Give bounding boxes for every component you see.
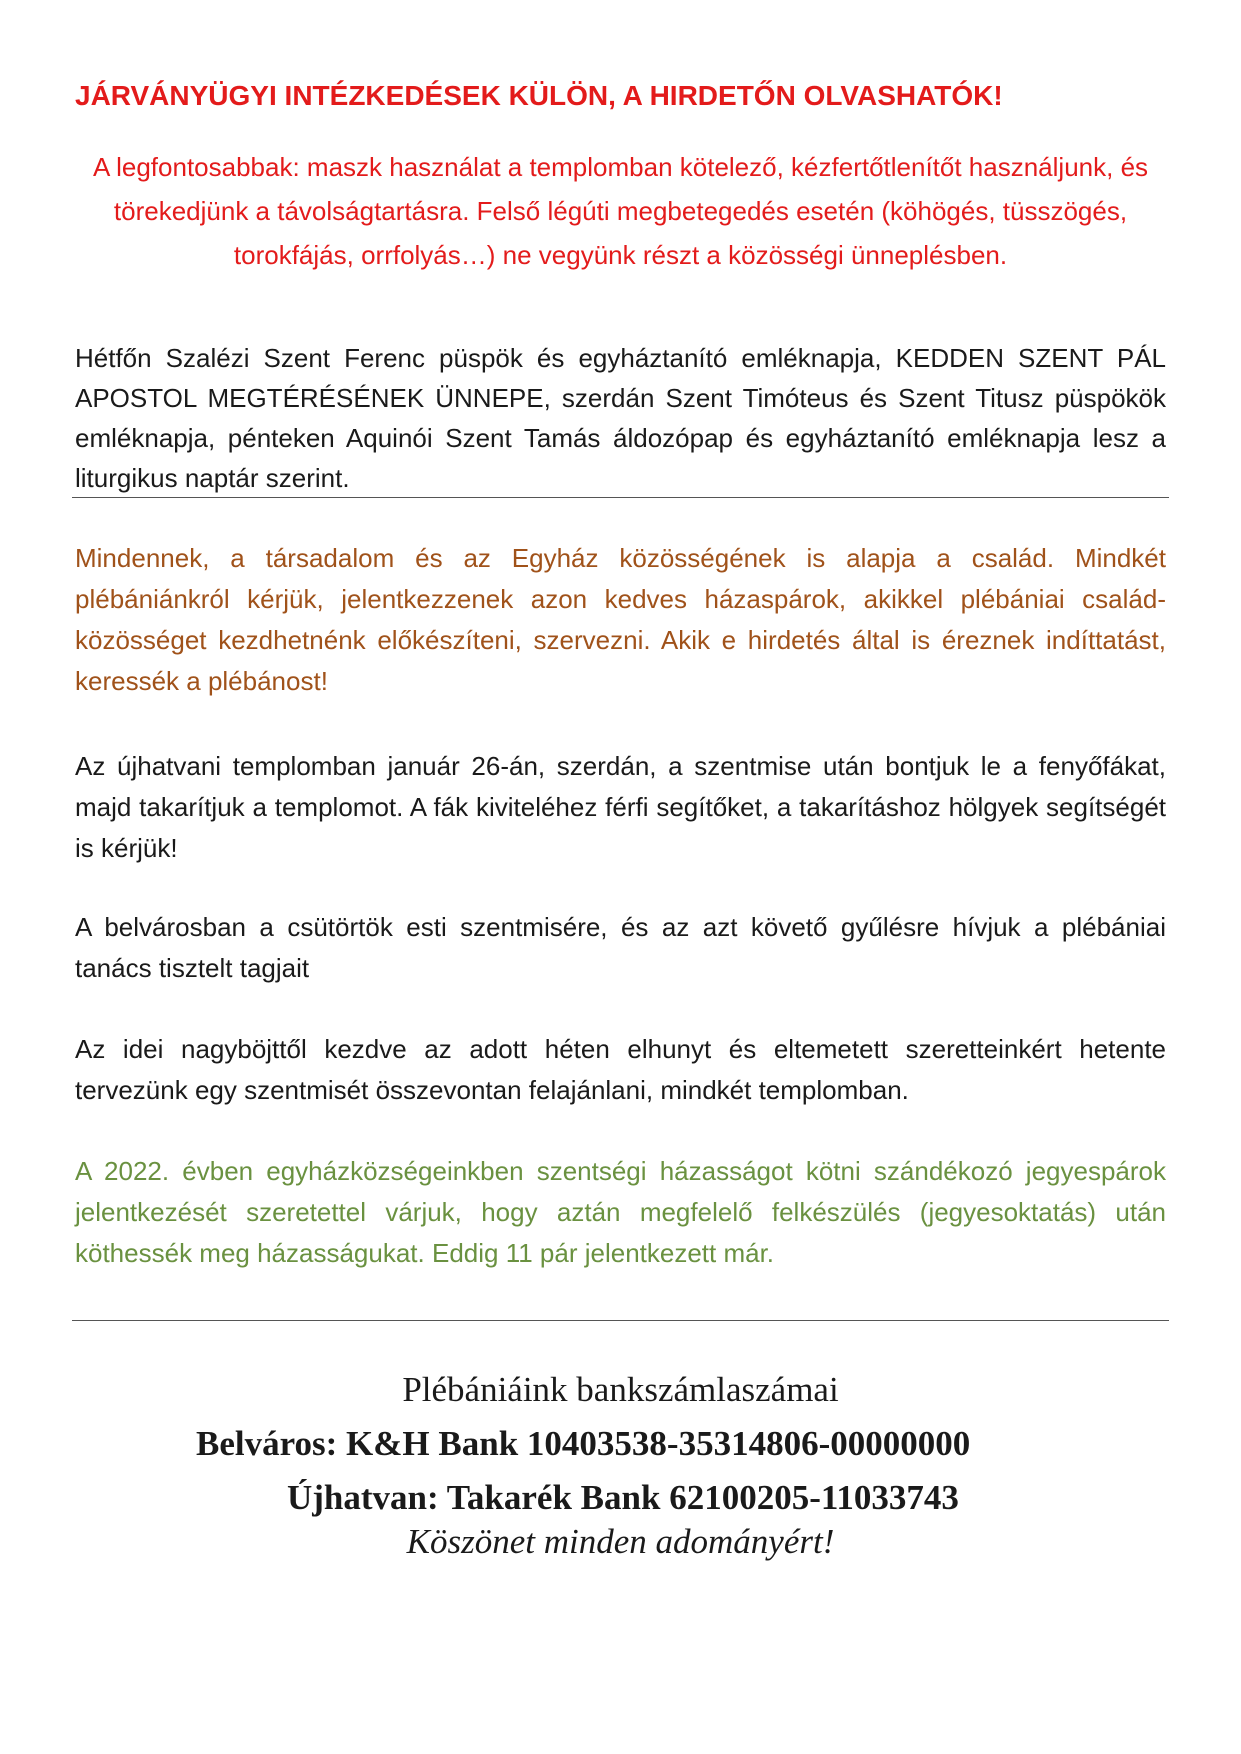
epidemic-headline: JÁRVÁNYÜGYI INTÉZKEDÉSEK KÜLÖN, A HIRDETŐN OLVASHATÓK! — [75, 80, 1003, 111]
section-divider — [72, 497, 1169, 498]
parish-council-paragraph: A belvárosban a csütörtök esti szentmisére, és az azt követő gyűlésre hívjuk a plébániai tanács tisztelt tagjait — [75, 912, 1166, 983]
memorial-masses-paragraph: Az idei nagyböjttől kezdve az adott héten elhunyt és eltemetett szeretteinkért hetente tervezünk egy szentmisét összevontan felajánlani, mindkét templomban. — [75, 1034, 1166, 1105]
section-divider — [72, 1320, 1169, 1321]
church-cleaning-paragraph: Az újhatvani templomban január 26-án, szerdán, a szentmise után bontjuk le a fenyőfákat, majd takarítjuk a templomot. A fák kiviteléhez férfi segítőket, a takarításhoz hölgyek segítségét is kérjük! — [75, 751, 1166, 863]
feast-days-paragraph: Hétfőn Szalézi Szent Ferenc püspök és egyháztanító emléknapja, KEDDEN SZENT PÁL APOSTOL MEGTÉRÉSÉNEK ÜNNEPE, szerdán Szent Timóteus és Szent Titusz püspökök emléknapja, pénteken Aquinói Szent Tamás áldozópap és egyháztanító emléknapja lesz a liturgikus naptár szerint. — [75, 343, 1166, 493]
ujhatvan-bank-account: Újhatvan: Takarék Bank 62100205-11033743 — [287, 1478, 959, 1517]
family-community-paragraph: Mindennek, a társadalom és az Egyház közösségének is alapja a család. Mindkét plébániánkról kérjük, jelentkezzenek azon kedves házaspárok, akikkel plébániai család-közösséget kezdhetnénk előkészíteni, szervezni. Akik e hirdetés által is éreznek indíttatást, keressék a plébánost! — [75, 543, 1166, 696]
weddings-paragraph: A 2022. évben egyházközségeinkben szentségi házasságot kötni szándékozó jegyespárok jelentkezését szeretettel várjuk, hogy aztán megfelelő felkészülés (jegyesoktatás) után köthessék meg házasságukat. Eddig 11 pár jelentkezett már. — [75, 1156, 1166, 1268]
bank-accounts-title: Plébániáink bankszámlaszámai — [402, 1370, 839, 1409]
belvaros-bank-account: Belváros: K&H Bank 10403538-35314806-00000000 — [196, 1424, 971, 1463]
donation-thanks: Köszönet minden adományért! — [406, 1522, 835, 1561]
epidemic-warning: A legfontosabbak: maszk használat a templomban kötelező, kézfertőtlenítőt használjunk, és törekedjünk a távolságtartásra. Felső légúti megbetegedés esetén (köhögés, tüsszögés, torokfájás, orrfolyás…) ne vegyünk részt a közösségi ünneplésben. — [92, 152, 1149, 270]
